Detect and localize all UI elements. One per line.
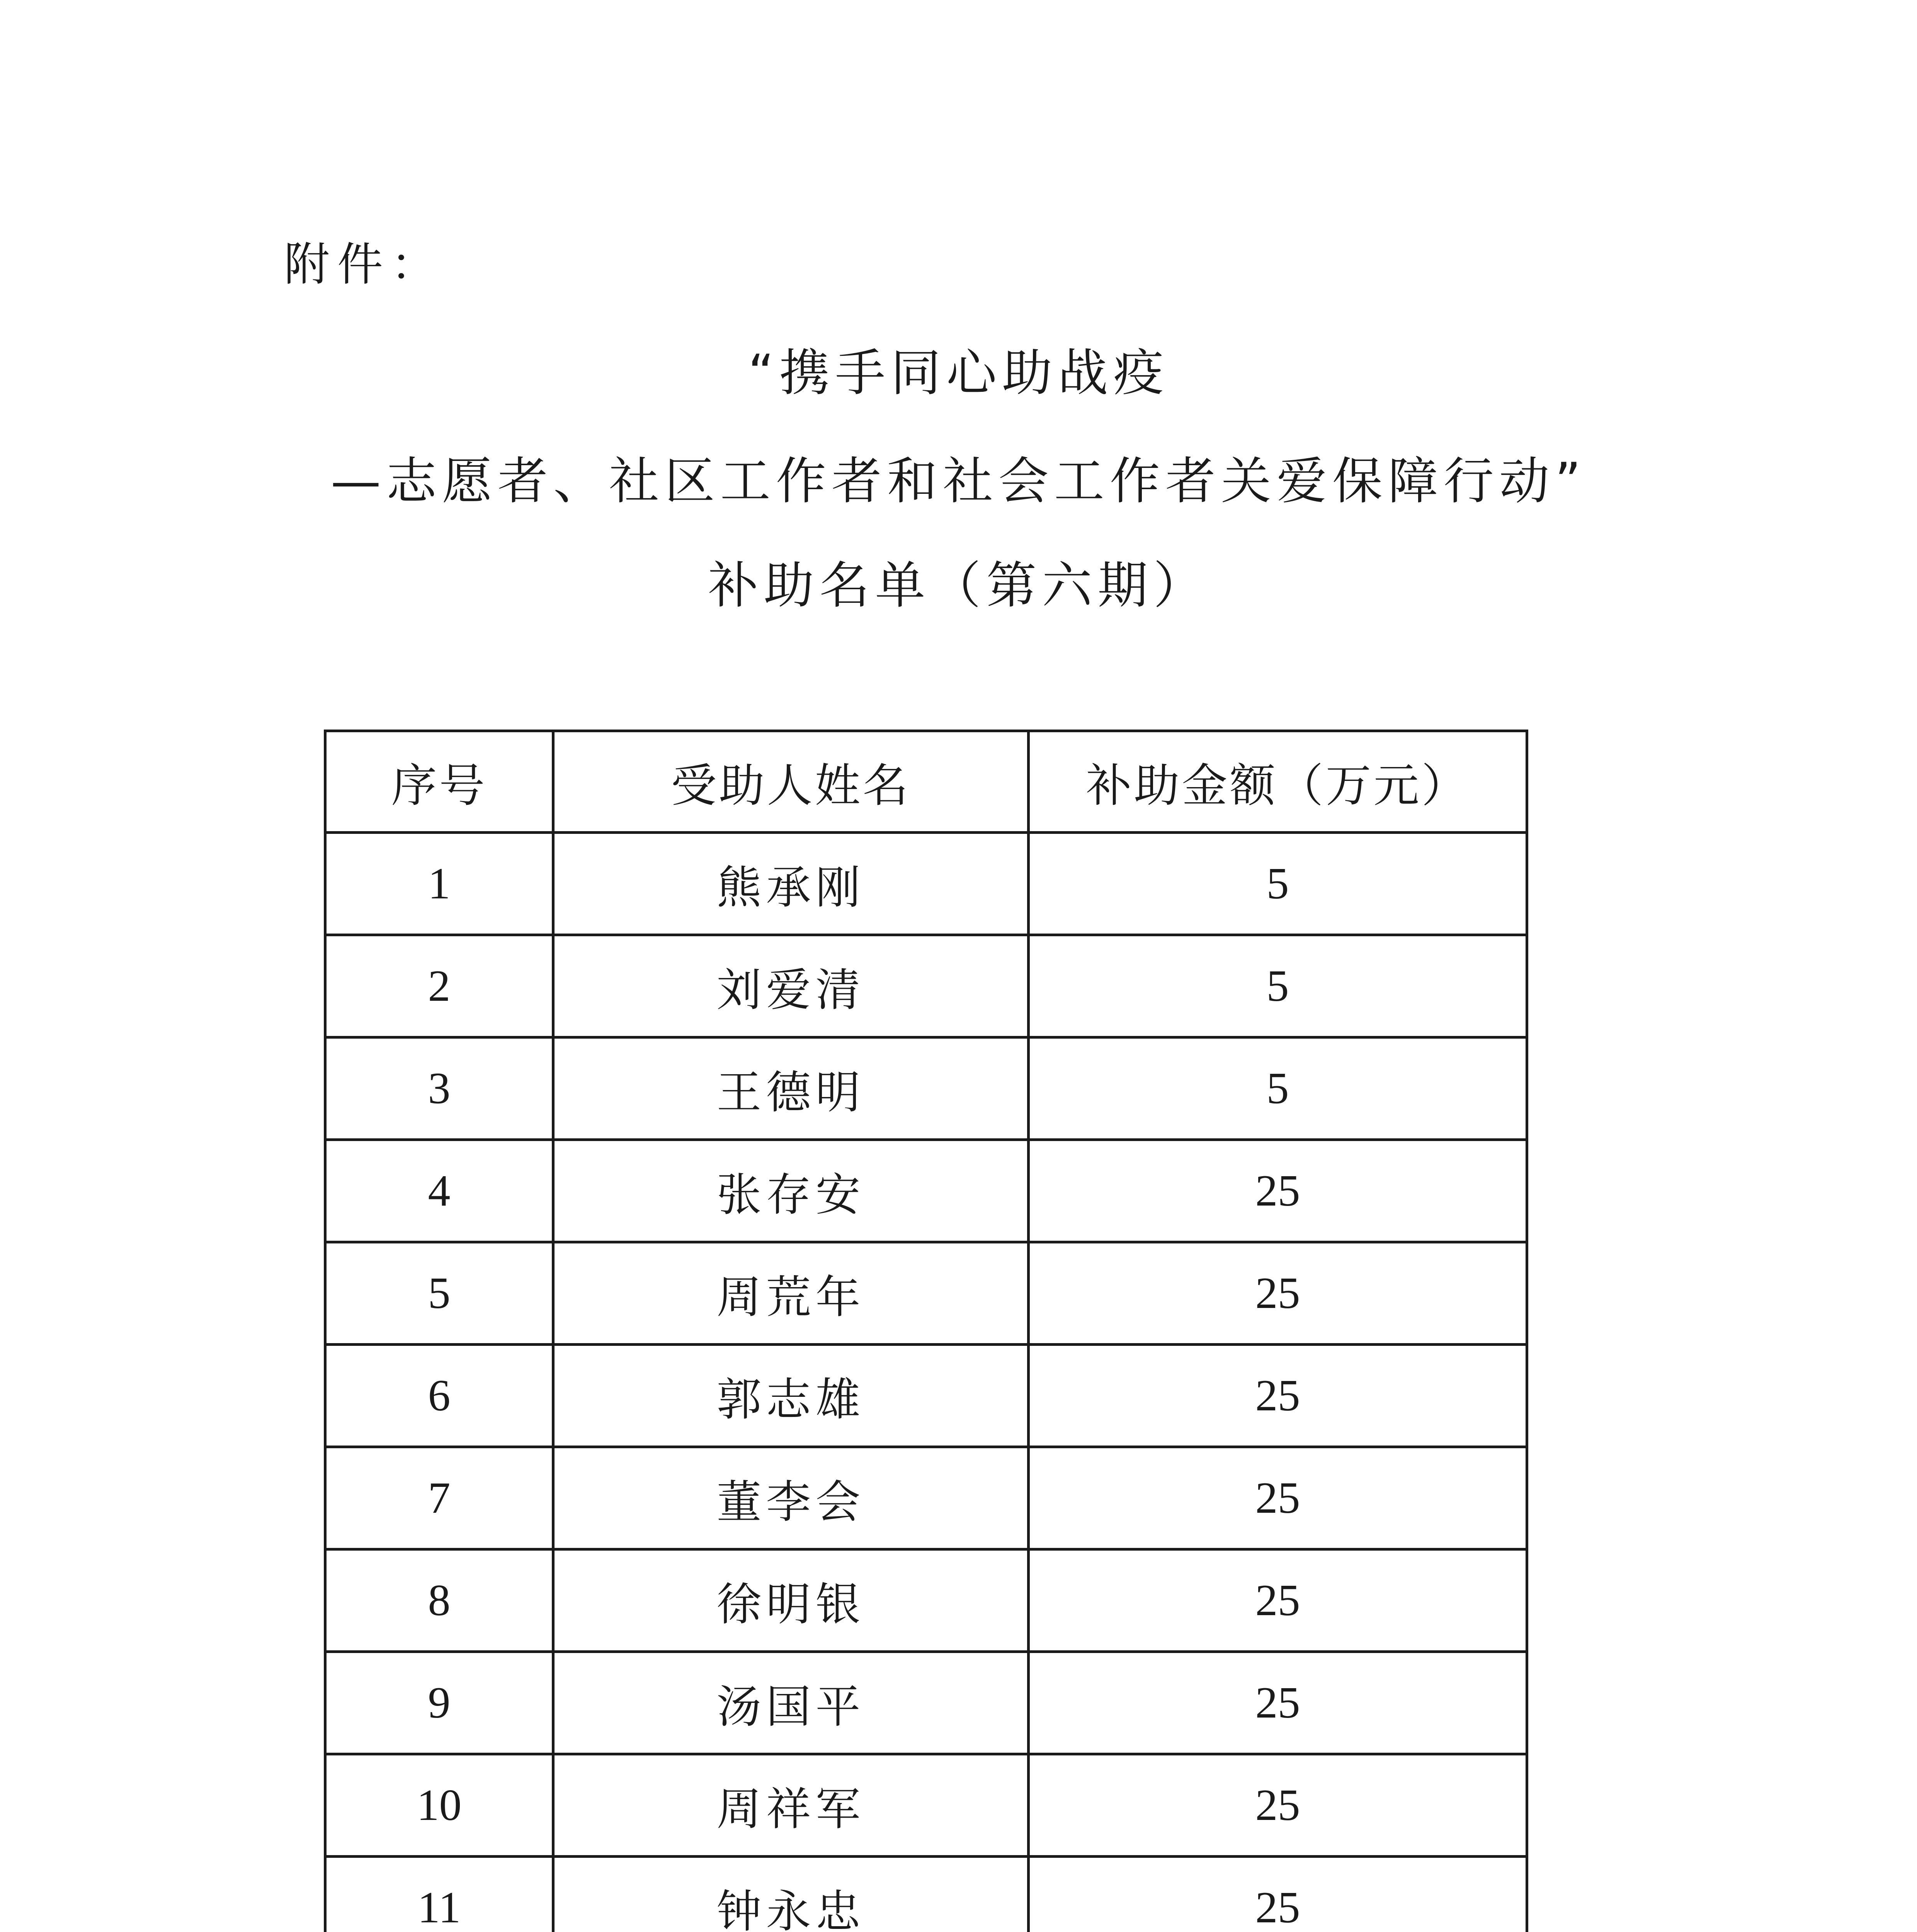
row-recipient-name: 张存安 bbox=[553, 1140, 1029, 1242]
table-row bbox=[325, 1345, 1527, 1447]
attachment-label: 附件： bbox=[284, 238, 444, 291]
row-recipient-name: 汤国平 bbox=[553, 1652, 1029, 1754]
subsidy-roster-table bbox=[324, 730, 1528, 1932]
row-serial-number: 2 bbox=[325, 935, 553, 1037]
table-row bbox=[325, 935, 1527, 1037]
row-subsidy-amount: 25 bbox=[1029, 1345, 1527, 1447]
table-row bbox=[325, 1857, 1527, 1932]
row-recipient-name: 钟永忠 bbox=[553, 1857, 1029, 1932]
row-serial-number: 5 bbox=[325, 1242, 553, 1345]
table-row bbox=[325, 833, 1527, 935]
row-subsidy-amount: 25 bbox=[1029, 1242, 1527, 1345]
row-serial-number: 8 bbox=[325, 1549, 553, 1652]
row-serial-number: 9 bbox=[325, 1652, 553, 1754]
row-subsidy-amount: 5 bbox=[1029, 935, 1527, 1037]
row-serial-number: 1 bbox=[325, 833, 553, 935]
row-subsidy-amount: 25 bbox=[1029, 1754, 1527, 1857]
row-serial-number: 7 bbox=[325, 1447, 553, 1549]
row-subsidy-amount: 5 bbox=[1029, 1037, 1527, 1140]
row-serial-number: 4 bbox=[325, 1140, 553, 1242]
row-recipient-name: 董李会 bbox=[553, 1447, 1029, 1549]
table-row bbox=[325, 1754, 1527, 1857]
row-subsidy-amount: 25 bbox=[1029, 1652, 1527, 1754]
header-serial-number: 序号 bbox=[325, 731, 553, 833]
row-subsidy-amount: 25 bbox=[1029, 1447, 1527, 1549]
row-recipient-name: 郭志雄 bbox=[553, 1345, 1029, 1447]
row-recipient-name: 熊承刚 bbox=[553, 833, 1029, 935]
table-row bbox=[325, 1549, 1527, 1652]
row-subsidy-amount: 25 bbox=[1029, 1549, 1527, 1652]
row-recipient-name: 徐明银 bbox=[553, 1549, 1029, 1652]
row-recipient-name: 王德明 bbox=[553, 1037, 1029, 1140]
header-subsidy-amount: 补助金额（万元） bbox=[1029, 731, 1527, 833]
table-row bbox=[325, 1037, 1527, 1140]
row-subsidy-amount: 5 bbox=[1029, 833, 1527, 935]
row-subsidy-amount: 25 bbox=[1029, 1140, 1527, 1242]
table-row bbox=[325, 1242, 1527, 1345]
table-row bbox=[325, 1447, 1527, 1549]
row-recipient-name: 刘爱清 bbox=[553, 935, 1029, 1037]
row-serial-number: 6 bbox=[325, 1345, 553, 1447]
row-serial-number: 3 bbox=[325, 1037, 553, 1140]
document-title-line-1: “携手同心助战疫 bbox=[748, 344, 1169, 402]
table-row bbox=[325, 1652, 1527, 1754]
document-title-line-3: 补助名单（第六期） bbox=[708, 556, 1209, 615]
header-recipient-name: 受助人姓名 bbox=[553, 731, 1029, 833]
row-serial-number: 10 bbox=[325, 1754, 553, 1857]
row-serial-number: 11 bbox=[325, 1857, 553, 1932]
table-header-row bbox=[325, 731, 1527, 833]
row-recipient-name: 周荒年 bbox=[553, 1242, 1029, 1345]
table-row bbox=[325, 1140, 1527, 1242]
row-recipient-name: 周祥军 bbox=[553, 1754, 1029, 1857]
document-title-line-2: —志愿者、社区工作者和社会工作者关爱保障行动” bbox=[330, 452, 1587, 510]
row-subsidy-amount: 25 bbox=[1029, 1857, 1527, 1932]
